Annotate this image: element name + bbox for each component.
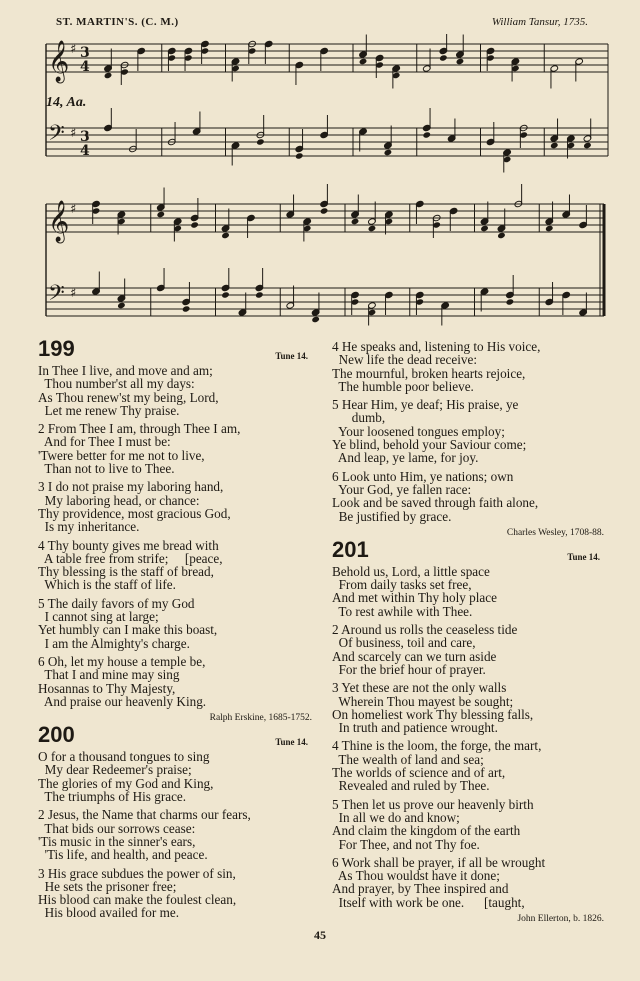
verse-line: His blood can make the foulest clean, xyxy=(38,892,237,908)
verse xyxy=(38,808,320,861)
verse-line: Itself with work be one. [taught, xyxy=(332,894,525,910)
note-head xyxy=(583,142,592,149)
verse-line: He sets the prisoner free; xyxy=(38,878,177,894)
verse-line: 3 Yet these are not the only walls xyxy=(332,680,507,696)
verse-line: The worlds of science and of art, xyxy=(332,765,506,781)
hymn xyxy=(332,536,612,925)
treble-clef-icon: 𝄞 xyxy=(48,41,70,82)
verse-line: Which is the staff of life. xyxy=(38,577,176,593)
verse xyxy=(332,565,612,618)
verse-line: Your loosened tongues employ; xyxy=(332,423,505,439)
verse-line: My laboring head, or chance: xyxy=(38,492,200,508)
verse-line: The glories of my God and King, xyxy=(38,775,214,791)
verse-line: 6 Look unto Him, ye nations; own xyxy=(332,468,514,484)
verse-line: For the brief hour of prayer. xyxy=(332,661,486,677)
verse xyxy=(38,655,320,708)
note-head xyxy=(221,232,230,239)
verse-line: As Thou wouldst have it done; xyxy=(332,868,500,884)
note-head xyxy=(506,298,515,305)
verse-line: The humble poor believe. xyxy=(332,378,474,394)
verse-line: Wherein Thou mayest be sought; xyxy=(332,693,514,709)
verse-line: Than not to live to Thee. xyxy=(38,461,175,477)
hymn xyxy=(38,336,320,724)
verse-line: 5 The daily favors of my God xyxy=(38,595,195,611)
verse-line: Thy blessing is the staff of bread, xyxy=(38,564,214,580)
verse-line: The mournful, broken hearts rejoice, xyxy=(332,365,526,381)
verse xyxy=(332,739,612,792)
hymn-number: 199 xyxy=(38,336,75,361)
verse-line: 2 From Thee I am, through Thee I am, xyxy=(38,421,241,437)
bass-clef-icon: 𝄢 xyxy=(48,281,65,311)
verse-line: 'Tis life, and health, and peace. xyxy=(38,847,208,863)
verse-line: Be justified by grace. xyxy=(332,508,452,524)
verse-line: 3 His grace subdues the power of sin, xyxy=(38,865,236,881)
note-head xyxy=(320,207,329,214)
verse xyxy=(332,856,612,909)
verse-line: 4 Thine is the loom, the forge, the mart, xyxy=(332,738,542,754)
verse-line: 6 Oh, let my house a temple be, xyxy=(38,653,206,669)
verse-line: To rest awhile with Thee. xyxy=(332,603,473,619)
verse-line: As Thou renew'st my being, Lord, xyxy=(38,389,219,405)
verse xyxy=(38,750,320,803)
note-head xyxy=(497,232,506,239)
verse-line: And met within Thy holy place xyxy=(332,590,497,606)
verse-line: My dear Redeemer's praise; xyxy=(38,762,192,778)
verse xyxy=(332,398,612,464)
verse-line: I am the Almighty's charge. xyxy=(38,635,190,651)
verse xyxy=(38,539,320,592)
note-head xyxy=(190,221,199,228)
verse xyxy=(332,798,612,851)
treble-clef-icon: 𝄞 xyxy=(48,201,70,242)
note-head xyxy=(295,152,304,159)
verse-line: 2 Jesus, the Name that charms our fears, xyxy=(38,807,251,823)
verse xyxy=(38,480,320,533)
note-head xyxy=(311,316,320,323)
verse-line: Thy providence, most gracious God, xyxy=(38,505,231,521)
verse xyxy=(38,364,320,417)
verse-line: Yet humbly can I make this boast, xyxy=(38,622,218,638)
verse-line: The wealth of land and sea; xyxy=(332,751,484,767)
verse-line: Revealed and ruled by Thee. xyxy=(332,778,490,794)
note-head xyxy=(117,302,126,309)
verse-line: That I and mine may sing xyxy=(38,667,180,683)
music-system-1 xyxy=(0,34,640,204)
verse-line: Look and be saved through faith alone, xyxy=(332,495,539,511)
note-head xyxy=(156,211,165,218)
verse-line: Thou number'st all my days: xyxy=(38,376,195,392)
note-head xyxy=(422,131,431,138)
verse-line: And for Thee I must be: xyxy=(38,434,171,450)
page-number: 45 xyxy=(314,928,326,942)
hymn-tune-ref: Tune 14. xyxy=(567,551,600,562)
verse-line: 5 Then let us prove our heavenly birth xyxy=(332,796,534,812)
note-head xyxy=(351,218,360,225)
verse-line: And claim the kingdom of the earth xyxy=(332,823,521,839)
verse-line: Is my inheritance. xyxy=(38,519,140,535)
verse-line: And praise our heavenly King. xyxy=(38,693,207,709)
hymn-author: Ralph Erskine, 1685-1752. xyxy=(209,713,312,724)
hymn-header xyxy=(38,336,320,364)
note-head xyxy=(384,149,393,156)
note-head xyxy=(104,72,113,79)
verse-line: 2 Around us rolls the ceaseless tide xyxy=(332,622,518,638)
verse-line: Let me renew Thy praise. xyxy=(38,402,180,418)
hymn-header xyxy=(332,536,612,565)
bass-clef-icon: 𝄢 xyxy=(48,121,65,151)
verse-line: 'Twere better for me not to live, xyxy=(38,447,205,463)
hymn-number: 200 xyxy=(38,722,75,748)
verse-line: 4 Thy bounty gives me bread with xyxy=(38,537,219,553)
note-head xyxy=(221,291,230,298)
verse xyxy=(332,681,612,734)
verse-line: Hosannas to Thy Majesty, xyxy=(38,680,176,696)
hymn-author: John Ellerton, b. 1826. xyxy=(517,913,604,924)
key-sharp-icon: ♯ xyxy=(70,286,77,301)
verse-line: His blood availed for me. xyxy=(38,905,179,921)
note-head xyxy=(480,225,489,232)
time-signature: 4 xyxy=(80,59,90,75)
verse-line: On homeliest work Thy blessing falls, xyxy=(332,706,534,722)
music-system-2 xyxy=(0,182,640,342)
note-head xyxy=(456,58,465,65)
verse-line: In all we do and know; xyxy=(332,809,460,825)
verse-line: 'Tis music in the sinner's ears, xyxy=(38,833,196,849)
verse-line: dumb, xyxy=(332,410,386,426)
hymn-tune-ref: Tune 14. xyxy=(275,351,308,361)
tune-title: ST. MARTIN'S. (C. M.) xyxy=(56,16,179,28)
note-head xyxy=(550,142,559,149)
verse-line: O for a thousand tongues to sing xyxy=(38,749,210,765)
right-column xyxy=(332,340,612,927)
verse-line: From daily tasks set free, xyxy=(332,577,472,593)
left-column xyxy=(38,336,320,925)
note-head xyxy=(256,138,265,145)
note-head xyxy=(255,291,264,298)
verse-line: For Thee, and not Thy foe. xyxy=(332,836,480,852)
note-head xyxy=(368,225,377,232)
note-head xyxy=(182,305,191,312)
note-head xyxy=(545,225,554,232)
verse xyxy=(332,340,612,393)
verse-line: 3 I do not praise my laboring hand, xyxy=(38,479,224,495)
note-head xyxy=(359,58,368,65)
time-signature: 4 xyxy=(80,143,90,159)
verse xyxy=(332,470,612,523)
verse xyxy=(332,623,612,676)
time-signature: 3 xyxy=(80,129,90,145)
verse xyxy=(38,597,320,650)
verse-line: 5 Hear Him, ye deaf; His praise, ye xyxy=(332,397,519,413)
verse-line: In Thee I live, and move and am; xyxy=(38,363,213,378)
verse xyxy=(38,422,320,475)
verse-line: A table free from strife; [peace, xyxy=(38,550,223,566)
verse-line: Of business, toil and care, xyxy=(332,635,476,651)
verse-line: The triumphs of His grace. xyxy=(38,789,187,805)
note-head xyxy=(439,54,448,61)
verse-line: And leap, ye lame, for joy. xyxy=(332,450,479,466)
hymn-header xyxy=(38,722,320,750)
verse-line: In truth and patience wrought. xyxy=(332,720,498,736)
hymn-tune-ref: Tune 14. xyxy=(275,737,308,748)
key-sharp-icon: ♯ xyxy=(70,126,77,141)
verse-line: Your God, ye fallen race: xyxy=(332,481,472,497)
key-sharp-icon: ♯ xyxy=(70,202,77,217)
key-sharp-icon: ♯ xyxy=(70,42,77,57)
verse-line: New life the dead receive: xyxy=(332,352,477,368)
hymn xyxy=(38,722,320,921)
hymn xyxy=(332,340,612,539)
hymn-author: Charles Wesley, 1708-88. xyxy=(506,527,604,538)
verse-line: That bids our sorrows cease: xyxy=(38,820,196,836)
verse-line: And prayer, by Thee inspired and xyxy=(332,881,509,897)
time-signature: 3 xyxy=(80,45,90,61)
composer-credit: William Tansur, 1735. xyxy=(491,16,588,28)
verse-line: I cannot sing at large; xyxy=(38,609,159,625)
hymn-number: 201 xyxy=(332,536,369,562)
verse-line: Behold us, Lord, a little space xyxy=(332,563,490,579)
verse-line: Ye blind, behold your Saviour come; xyxy=(332,437,527,453)
tune-number: 14, Aa. xyxy=(46,95,87,110)
verse-line: 4 He speaks and, listening to His voice, xyxy=(332,339,541,354)
verse-line: 6 Work shall be prayer, if all be wrought xyxy=(332,854,546,870)
verse-line: And scarcely can we turn aside xyxy=(332,648,497,664)
verse xyxy=(38,867,320,920)
